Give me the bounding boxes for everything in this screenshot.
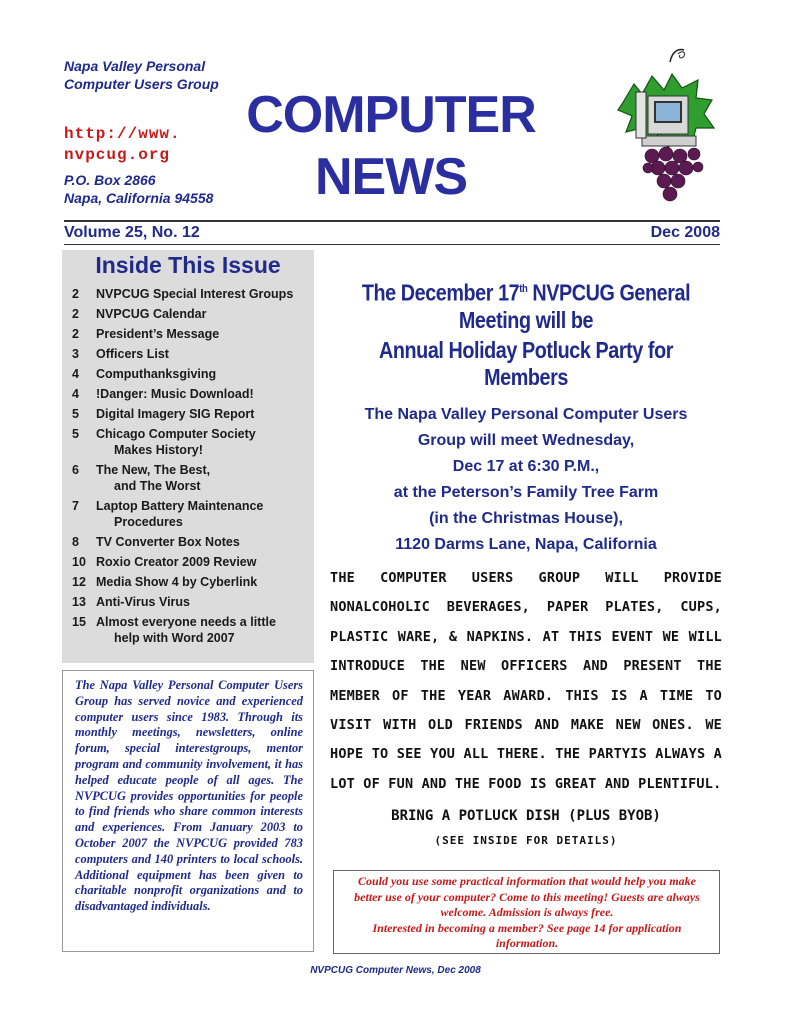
toc-item[interactable] <box>72 554 312 570</box>
toc-item-title <box>96 326 312 342</box>
about-text: The Napa Valley Personal Computer Users Group has served novice and experienced computer users since 1983. Through its monthly meetings, newsletters, online forum, special interestgroups, mentor program and community involvement, it has helped educate people of all ages. The NVPCUG provides opportunities for people to find friends who share common interests and experiences. From January 2003 to October 2007 the NVPCUG provided 783 computers and 140 printers to local schools. Additional equipment has been given to charitable nonprofit organizations and to disadvantaged individuals. <box>75 678 303 914</box>
toc-item-title-line-1: Chicago Computer Society <box>96 427 256 441</box>
toc-item[interactable] <box>72 462 312 494</box>
toc-item-page: 2 <box>72 307 79 321</box>
toc-item[interactable] <box>72 498 312 530</box>
org-address <box>64 171 254 207</box>
toc-item-title <box>96 574 312 590</box>
toc-item[interactable] <box>72 386 312 402</box>
address-line-2: Napa, California 94558 <box>64 190 214 206</box>
toc-item-page: 2 <box>72 287 79 301</box>
toc-item[interactable] <box>72 406 312 422</box>
toc-item-page: 10 <box>72 555 86 569</box>
toc-item-title <box>96 286 312 302</box>
meeting-detail-line: 1120 Darms Lane, Napa, California <box>395 536 657 553</box>
issue-date: Dec 2008 <box>650 224 720 241</box>
invite-text <box>343 874 711 952</box>
bring-potluck-note: BRING A POTLUCK DISH (PLUS BYOB) <box>391 808 661 824</box>
toc-item-title-line-1: NVPCUG Special Interest Groups <box>96 287 294 301</box>
toc-item-title-line-1: TV Converter Box Notes <box>96 535 240 549</box>
toc-item-title <box>96 462 312 494</box>
headline-meeting <box>354 276 698 334</box>
toc-item[interactable] <box>72 426 312 458</box>
toc-item-page: 5 <box>72 427 79 441</box>
masthead-title-line-2: NEWS <box>315 148 467 206</box>
toc-item-page: 5 <box>72 407 79 421</box>
meeting-detail-line: Group will meet Wednesday, <box>417 432 635 449</box>
toc-title: Inside This Issue <box>95 252 281 278</box>
meeting-detail-line: (in the Christmas House), <box>429 510 623 527</box>
toc-item-title-line-1: Anti-Virus Virus <box>96 595 191 609</box>
toc-item[interactable] <box>72 326 312 342</box>
volume-number: Volume 25, No. 12 <box>64 224 200 241</box>
address-line-1: P.O. Box 2866 <box>64 172 156 188</box>
toc-item-title <box>96 386 312 402</box>
meeting-detail-line: Dec 17 at 6:30 P.M., <box>452 458 600 475</box>
headline-party: Annual Holiday Potluck Party for Members <box>379 337 673 390</box>
invite-line-1: Could you use some practical information that would help you make better use of your computer? Come to this meeting! Guests are always welcome. Admission is always free. <box>354 874 700 919</box>
toc-item-title-line-2: and The Worst <box>114 479 201 493</box>
meeting-details <box>326 402 726 558</box>
toc-item[interactable] <box>72 286 312 302</box>
toc-item[interactable] <box>72 366 312 382</box>
toc-item[interactable] <box>72 534 312 550</box>
grape-computer-logo-icon <box>612 44 722 210</box>
toc-item-title <box>96 534 312 550</box>
invite-line-2: Interested in becoming a member? See page 14 for application information. <box>372 920 682 950</box>
toc-item-title-line-1: Officers List <box>96 347 169 361</box>
toc-item-page: 12 <box>72 575 86 589</box>
page-footer: NVPCUG Computer News, Dec 2008 <box>310 965 481 976</box>
toc-item-page: 7 <box>72 499 79 513</box>
toc-item-title-line-1: NVPCUG Calendar <box>96 307 207 321</box>
toc-item[interactable] <box>72 574 312 590</box>
toc-list <box>72 286 312 650</box>
toc-item-title <box>96 614 312 646</box>
toc-item-title <box>96 426 312 458</box>
meeting-detail-line: at the Peterson’s Family Tree Farm <box>393 484 659 501</box>
toc-item-title-line-2: help with Word 2007 <box>114 631 235 645</box>
toc-item-title <box>96 594 312 610</box>
toc-item-title-line-1: President’s Message <box>96 327 220 341</box>
toc-item[interactable] <box>72 614 312 646</box>
toc-item-title-line-1: !Danger: Music Download! <box>96 387 254 401</box>
org-url-link[interactable]: http://www. nvpcug.org <box>64 125 181 164</box>
toc-item-title-line-1: Digital Imagery SIG Report <box>96 407 255 421</box>
toc-item-title <box>96 498 312 530</box>
toc-item-page: 2 <box>72 327 79 341</box>
toc-item-title-line-1: Roxio Creator 2009 Review <box>96 555 257 569</box>
see-inside-note: (SEE INSIDE FOR DETAILS) <box>434 834 618 847</box>
meeting-detail-line: The Napa Valley Personal Computer Users <box>364 406 688 423</box>
org-name: Napa Valley Personal Computer Users Group <box>64 58 219 92</box>
toc-item-title <box>96 554 312 570</box>
toc-item-page: 3 <box>72 347 79 361</box>
toc-item-page: 4 <box>72 387 79 401</box>
toc-item[interactable] <box>72 346 312 362</box>
toc-item-title-line-1: Media Show 4 by Cyberlink <box>96 575 258 589</box>
party-description: THE COMPUTER USERS GROUP WILL PROVIDE NONALCOHOLIC BEVERAGES, PAPER PLATES, CUPS, PLASTIC WARE, & NAPKINS. AT THIS EVENT WE WILL INTRODUCE THE NEW OFFICERS AND PRESENT THE MEMBER OF THE YEAR AWARD. THIS IS A TIME TO VISIT WITH OLD FRIENDS AND MAKE NEW ONES. WE HOPE TO SEE YOU ALL THERE. THE PARTYIS ALWAYS A LOT OF FUN AND THE FOOD IS GREAT AND PLENTIFUL. <box>330 570 722 792</box>
toc-item-page: 6 <box>72 463 79 477</box>
headline-post: NVPCUG General Meeting will be <box>458 279 691 333</box>
toc-item-title <box>96 366 312 382</box>
toc-item-title-line-1: The New, The Best, <box>96 463 211 477</box>
header-rule-top <box>64 220 720 222</box>
toc-item-title-line-1: Computhanksgiving <box>96 367 217 381</box>
toc-item-page: 15 <box>72 615 86 629</box>
toc-item[interactable] <box>72 306 312 322</box>
headline-pre: The December 17 <box>361 279 520 306</box>
toc-item[interactable] <box>72 594 312 610</box>
toc-item-title <box>96 406 312 422</box>
toc-item-page: 8 <box>72 535 79 549</box>
toc-item-title-line-1: Almost everyone needs a little <box>96 615 276 629</box>
toc-item-title-line-1: Laptop Battery Maintenance <box>96 499 264 513</box>
toc-item-title-line-2: Makes History! <box>114 443 203 457</box>
toc-item-title <box>96 306 312 322</box>
toc-item-title <box>96 346 312 362</box>
toc-item-title-line-2: Procedures <box>114 515 183 529</box>
header-rule-bottom <box>64 244 720 245</box>
toc-item-page: 13 <box>72 595 86 609</box>
masthead-title-line-1: COMPUTER <box>246 86 536 144</box>
masthead-title <box>238 84 544 208</box>
headline-sup: th <box>519 283 528 295</box>
toc-item-page: 4 <box>72 367 79 381</box>
